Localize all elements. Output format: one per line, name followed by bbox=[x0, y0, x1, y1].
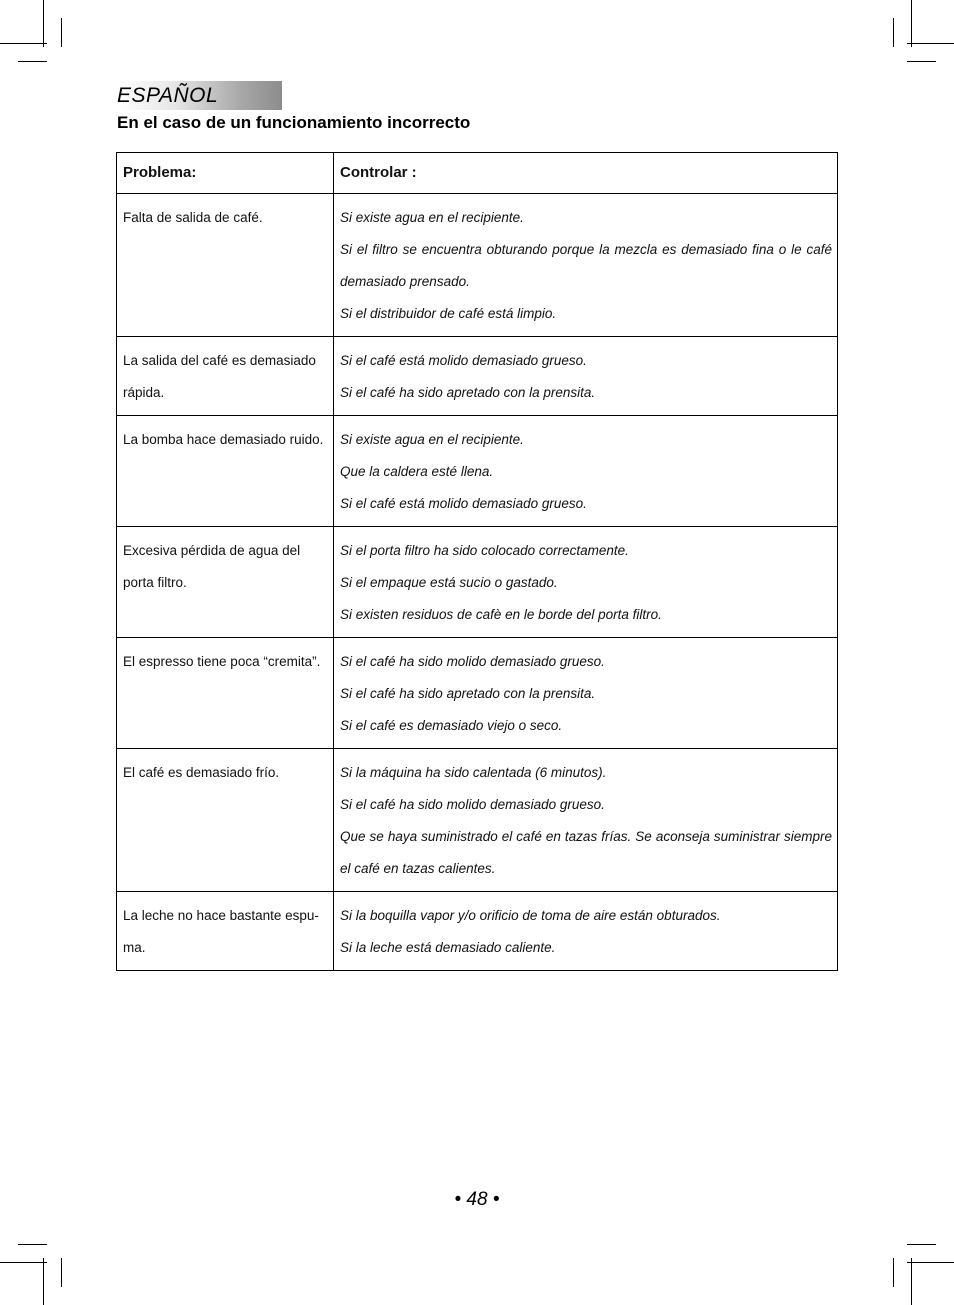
check-item: Si la máquina ha sido calentada (6 minutos). bbox=[340, 765, 607, 780]
check-cell bbox=[334, 416, 838, 527]
check-item: Si el filtro se encuentra obturando porque la mezcla es demasiado fina o le café demasiado prensado. bbox=[340, 242, 832, 289]
table-row bbox=[117, 337, 838, 416]
crop-mark bbox=[18, 61, 47, 62]
check-item: Si el café está molido demasiado grueso. bbox=[340, 353, 587, 368]
column-header-check: Controlar : bbox=[334, 153, 838, 194]
page-number: • 48 • bbox=[454, 1189, 500, 1210]
problem-cell: Excesiva pérdida de agua del porta filtro. bbox=[117, 527, 334, 638]
table-row bbox=[117, 749, 838, 892]
check-item: Si el porta filtro ha sido colocado correctamente. bbox=[340, 543, 629, 558]
crop-mark bbox=[18, 1244, 47, 1245]
crop-mark bbox=[893, 18, 894, 47]
crop-mark bbox=[907, 43, 954, 44]
check-item: Si existen residuos de cafè en le borde del porta filtro. bbox=[340, 607, 662, 622]
crop-mark bbox=[43, 0, 44, 47]
crop-mark bbox=[61, 1258, 62, 1287]
problem-cell: El espresso tiene poca “cremita”. bbox=[117, 638, 334, 749]
crop-mark bbox=[0, 43, 47, 44]
crop-mark bbox=[911, 0, 912, 47]
check-cell bbox=[334, 194, 838, 337]
check-item: Que la caldera esté llena. bbox=[340, 464, 494, 479]
check-cell bbox=[334, 638, 838, 749]
problem-cell: La bomba hace demasiado ruido. bbox=[117, 416, 334, 527]
problem-cell: Falta de salida de café. bbox=[117, 194, 334, 337]
language-tab bbox=[117, 81, 282, 110]
language-label: ESPAÑOL bbox=[117, 84, 219, 107]
check-cell bbox=[334, 337, 838, 416]
crop-mark bbox=[907, 61, 936, 62]
section-title: En el caso de un funcionamiento incorrecto bbox=[117, 113, 471, 132]
check-item: Si el café ha sido molido demasiado grueso. bbox=[340, 797, 605, 812]
troubleshooting-table bbox=[116, 152, 838, 971]
table-header-row bbox=[117, 153, 838, 194]
check-item: Si la boquilla vapor y/o orificio de toma de aire están obturados. bbox=[340, 908, 721, 923]
check-cell bbox=[334, 892, 838, 971]
check-cell bbox=[334, 527, 838, 638]
check-item: Si el empaque está sucio o gastado. bbox=[340, 575, 558, 590]
crop-mark bbox=[907, 1262, 954, 1263]
crop-mark bbox=[911, 1258, 912, 1305]
problem-cell: El café es demasiado frío. bbox=[117, 749, 334, 892]
check-item: Si el distribuidor de café está limpio. bbox=[340, 306, 557, 321]
table-row bbox=[117, 638, 838, 749]
check-item: Que se haya suministrado el café en tazas frías. Se aconseja suministrar siempre el café en tazas calientes. bbox=[340, 829, 832, 876]
check-item: Si el café está molido demasiado grueso. bbox=[340, 496, 587, 511]
check-item: Si la leche está demasiado caliente. bbox=[340, 940, 556, 955]
crop-mark bbox=[893, 1258, 894, 1287]
problem-cell: La leche no hace bastante espu-ma. bbox=[117, 892, 334, 971]
table-row bbox=[117, 892, 838, 971]
problem-cell: La salida del café es demasiado rápida. bbox=[117, 337, 334, 416]
check-cell bbox=[334, 749, 838, 892]
table-row bbox=[117, 527, 838, 638]
crop-mark bbox=[907, 1244, 936, 1245]
check-item: Si el café ha sido apretado con la prensita. bbox=[340, 686, 596, 701]
column-header-problem: Problema: bbox=[117, 153, 334, 194]
table-row bbox=[117, 194, 838, 337]
crop-mark bbox=[0, 1262, 47, 1263]
table-row bbox=[117, 416, 838, 527]
check-item: Si el café ha sido apretado con la prensita. bbox=[340, 385, 596, 400]
check-item: Si existe agua en el recipiente. bbox=[340, 210, 524, 225]
check-item: Si el café es demasiado viejo o seco. bbox=[340, 718, 563, 733]
check-item: Si el café ha sido molido demasiado grueso. bbox=[340, 654, 605, 669]
check-item: Si existe agua en el recipiente. bbox=[340, 432, 524, 447]
crop-mark bbox=[61, 18, 62, 47]
crop-mark bbox=[43, 1258, 44, 1305]
